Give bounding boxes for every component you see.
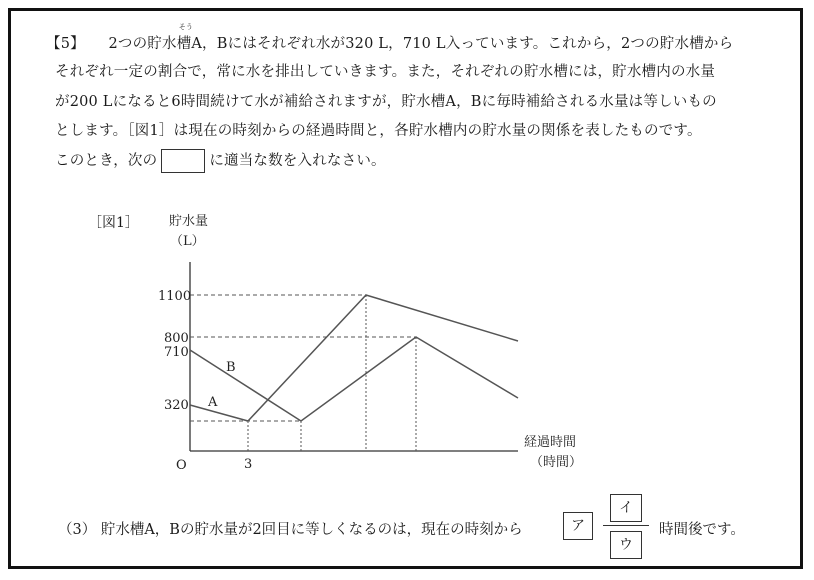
x-tick-3: 3 [244,457,253,472]
series-a-label: A [208,395,218,410]
series-b-line [190,337,518,421]
question-3-text: （3） 貯水槽A，Bの貯水量が2回目に等しくなるのは，現在の時刻から [58,522,523,538]
y-axis-title: 貯水量 [169,214,209,229]
y-tick-800: 800 [164,331,189,346]
problem-line-3: が200 Lになると6時間続けて水が補給されますが，貯水槽A，Bに毎時補給される水量は等しいもの [55,94,717,110]
question-3-tail: 時間後です。 [659,522,745,538]
problem-line-4: とします。［図1］は現在の時刻からの経過時間と，各貯水槽内の貯水量の関係を表したものです。 [55,123,702,139]
y-axis-unit: （L） [170,234,205,249]
series-b-label: B [226,360,236,375]
x-axis-unit: （時間） [530,455,583,470]
x-axis-title: 経過時間 [524,435,577,450]
answer-box-i[interactable]: イ [610,494,642,522]
problem-line-2: それぞれ一定の割合で，常に水を排出していきます。また，それぞれの貯水槽には，貯水槽内の水量 [55,64,716,80]
y-tick-320: 320 [164,398,189,413]
ruby-reading: そう [178,23,194,31]
reference-lines [190,295,416,421]
figure-label: ［図1］ [88,215,139,231]
series-a-line [190,295,518,421]
line5-end: に適当な数を入れなさい。 [209,153,386,169]
line1-start: 2つの貯水 [108,36,177,52]
line5-start: このとき，次の [55,153,158,169]
answer-box-a[interactable]: ア [563,512,593,540]
vertical-guides [248,295,416,451]
fraction-bar [603,525,649,526]
y-tick-710: 710 [164,345,189,360]
line1-end: A，Bにはそれぞれ水が320 L，710 L入っています。これから，2つの貯水槽から [191,36,734,52]
origin-label: O [176,458,187,473]
answer-box-u[interactable]: ウ [610,531,642,559]
problem-number: 【5】 [46,36,85,52]
ruby-base: 槽 [176,36,192,52]
y-tick-1100: 1100 [158,289,192,304]
